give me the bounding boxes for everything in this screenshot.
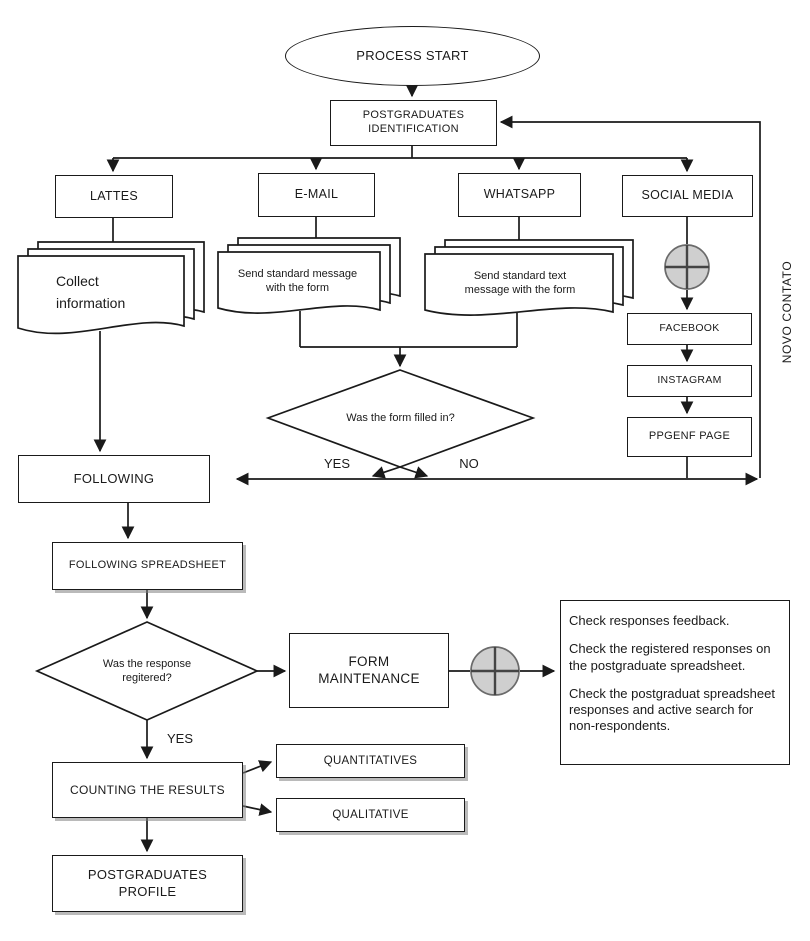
form-maintenance-label: FORM MAINTENANCE xyxy=(318,653,420,686)
facebook-label: FACEBOOK xyxy=(659,322,720,335)
lattes-label: LATTES xyxy=(89,188,139,203)
note-item: Check the registered responses on the postgraduate spreadsheet. xyxy=(569,641,771,673)
response-registered-question-text xyxy=(77,651,217,691)
edge-yes-branch xyxy=(373,467,400,476)
postgraduates-profile-label: POSTGRADUATES PROFILE xyxy=(87,867,208,899)
node-ppgenf-page xyxy=(627,417,752,457)
response-registered-question-label: Was the response regitered? xyxy=(102,657,192,684)
following-spreadsheet-label: FOLLOWING SPREADSHEET xyxy=(68,559,227,572)
send-standard-message-text xyxy=(230,258,365,304)
node-postgraduates-profile xyxy=(52,855,243,912)
collect-information-label: Collect information xyxy=(56,273,126,311)
node-counting-the-results xyxy=(52,762,243,818)
edge-counting-to-quantitatives xyxy=(243,762,271,773)
junction-icon-social xyxy=(665,245,709,289)
novo-contato-label: NOVO CONTATO xyxy=(780,260,794,364)
send-standard-text-text xyxy=(455,260,585,306)
form-filled-question-label: Was the form filled in? xyxy=(346,411,455,424)
following-label: FOLLOWING xyxy=(73,470,155,486)
node-following-spreadsheet xyxy=(52,542,243,590)
counting-the-results-label: COUNTING THE RESULTS xyxy=(70,782,225,797)
social-media-label: SOCIAL MEDIA xyxy=(641,188,734,203)
whatsapp-label: WHATSAPP xyxy=(483,187,556,202)
node-instagram xyxy=(627,365,752,397)
node-lattes xyxy=(55,175,173,218)
edge-counting-to-qualitative xyxy=(243,806,271,812)
node-email xyxy=(258,173,375,217)
node-postgraduates-identification xyxy=(330,100,497,146)
collect-information-text xyxy=(56,266,171,320)
edge-no-branch xyxy=(400,467,427,476)
node-social-media xyxy=(622,175,753,217)
form-filled-question-text xyxy=(330,398,471,438)
qualitative-label: QUALITATIVE xyxy=(332,808,409,821)
maintenance-notes-box xyxy=(560,600,790,765)
process-start-label: PROCESS START xyxy=(356,47,469,63)
node-facebook xyxy=(627,313,752,345)
send-standard-text-label: Send standard text message with the form xyxy=(464,269,576,296)
note-item: Check the postgraduat spreadsheet responses and active search for non-respondents. xyxy=(569,685,775,734)
yes-form-label: YES xyxy=(323,455,350,471)
ppgenf-page-label: PPGENF PAGE xyxy=(648,430,731,443)
quantitatives-label: QUANTITATIVES xyxy=(323,754,418,767)
node-following xyxy=(18,455,210,503)
node-quantitatives xyxy=(276,744,465,778)
yes-response-label: YES xyxy=(166,730,193,746)
junction-icon-maintenance xyxy=(471,647,519,695)
email-label: E-MAIL xyxy=(294,187,339,202)
note-item: Check responses feedback. xyxy=(569,613,730,628)
instagram-label: INSTAGRAM xyxy=(657,374,722,387)
send-standard-message-label: Send standard message with the form xyxy=(237,267,358,294)
node-form-maintenance xyxy=(289,633,449,708)
no-form-label: NO xyxy=(459,455,479,471)
postgraduates-identification-label: POSTGRADUATES IDENTIFICATION xyxy=(362,109,465,135)
node-whatsapp xyxy=(458,173,581,217)
node-process-start xyxy=(285,26,540,86)
node-qualitative xyxy=(276,798,465,832)
